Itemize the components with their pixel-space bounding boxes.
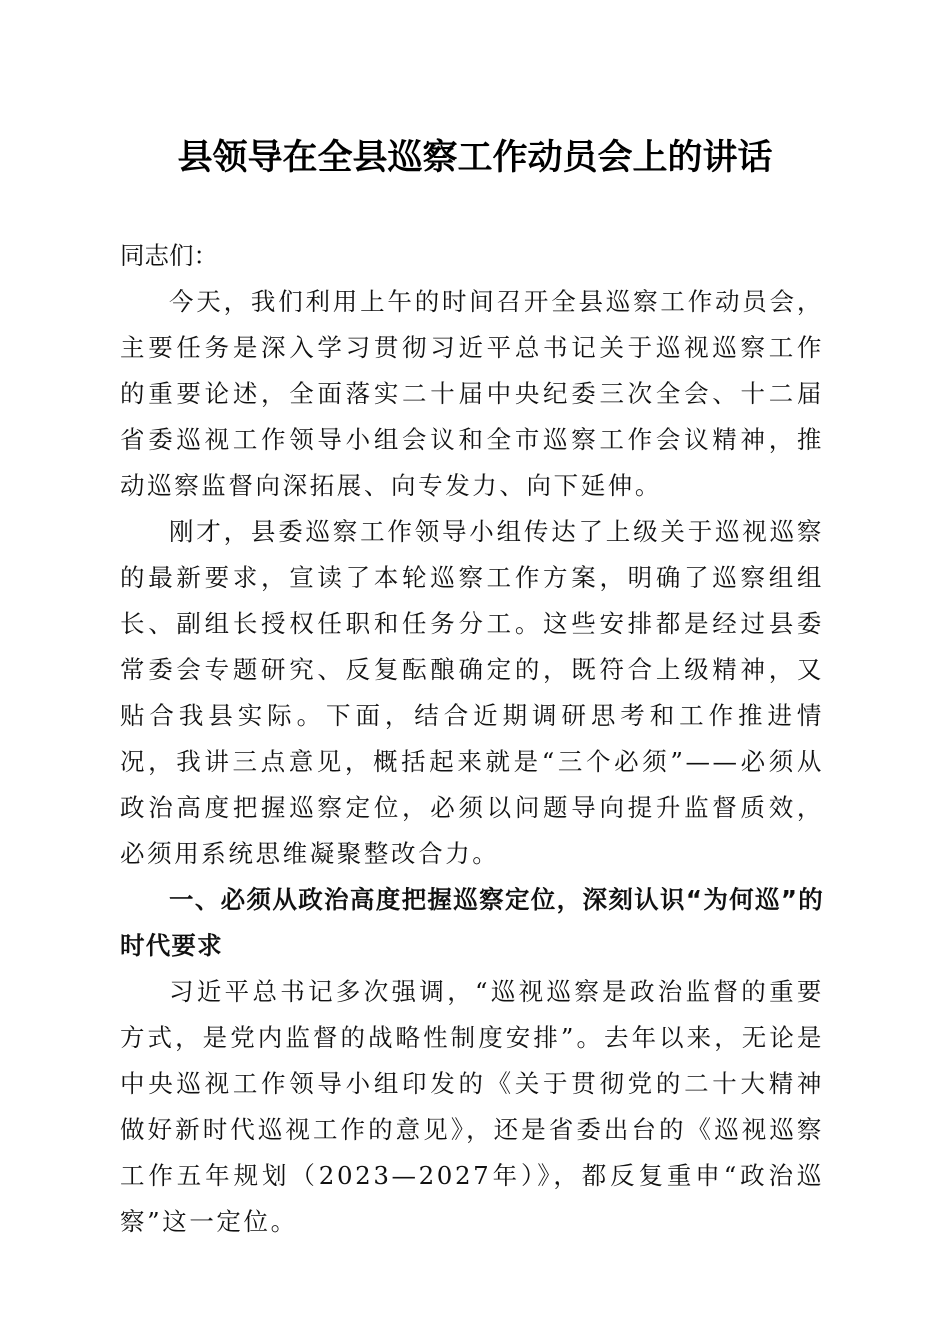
salutation: 同志们：: [120, 241, 218, 270]
document-title: 县领导在全县巡察工作动员会上的讲话: [177, 137, 773, 178]
paragraph-opening: 今天，我们利用上午的时间召开全县巡察工作动员会，主要任务是深入学习贯彻习近平总书记关于巡视巡察工作的重要论述，全面落实二十届中央纪委三次全会、十二届省委巡视工作领导小组会议和全市巡察工作会议精神，推动巡察监督向深拓展、向专发力、向下延伸。: [120, 287, 824, 500]
document-body: [120, 233, 824, 1245]
section-heading: 一、必须从政治高度把握巡察定位，深刻认识“为何巡”的时代要求: [120, 885, 824, 960]
paragraph-overview: 刚才，县委巡察工作领导小组传达了上级关于巡视巡察的最新要求，宣读了本轮巡察工作方案，明确了巡察组组长、副组长授权任职和任务分工。这些安排都是经过县委常委会专题研究、反复酝酿确定的，既符合上级精神，又贴合我县实际。下面，结合近期调研思考和工作推进情况，我讲三点意见，概括起来就是“三个必须”——必须从政治高度把握巡察定位，必须以问题导向提升监督质效，必须用系统思维凝聚整改合力。: [120, 517, 824, 868]
paragraph-section-one: 习近平总书记多次强调，“巡视巡察是政治监督的重要方式，是党内监督的战略性制度安排”。去年以来，无论是中央巡视工作领导小组印发的《关于贯彻党的二十大精神做好新时代巡视工作的意见》，还是省委出台的《巡视巡察工作五年规划（2023—2027年）》，都反复重申“政治巡察”这一定位。: [120, 977, 824, 1236]
